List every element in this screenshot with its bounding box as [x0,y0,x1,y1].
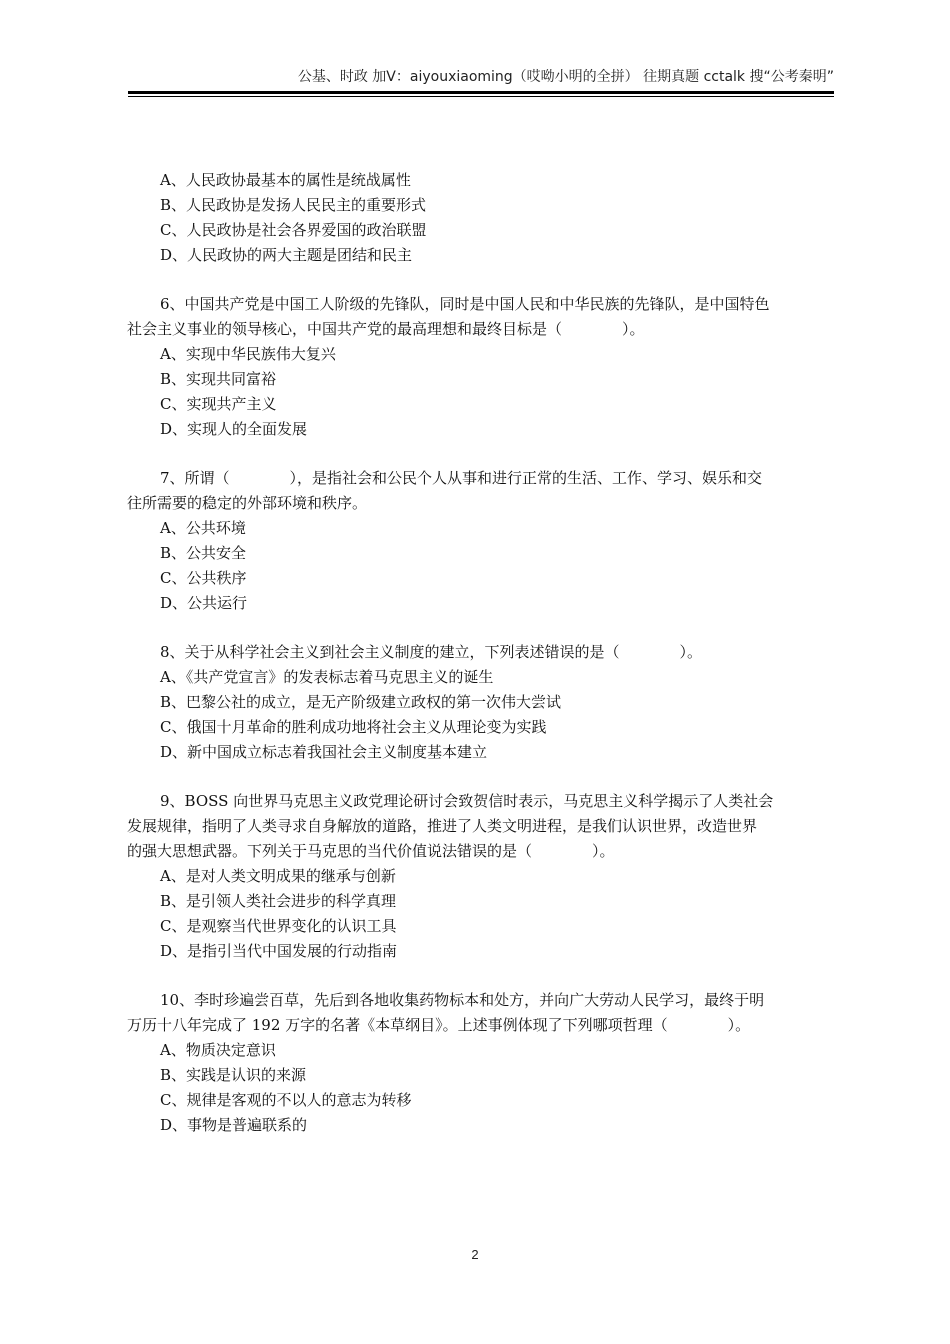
header-rule-thick [128,91,834,94]
page-number: 2 [471,1247,479,1262]
question-6-line-1: 6、中国共产党是中国工人阶级的先锋队，同时是中国人民和中华民族的先锋队，是中国特色 [160,295,770,313]
option-10-d: D、事物是普遍联系的 [160,1116,308,1134]
option-10-b: B、实践是认识的来源 [160,1066,307,1084]
header-rule-thin [128,96,834,97]
option-5-b: B、人民政协是发扬人民民主的重要形式 [160,196,427,214]
question-8-line-1: 8、关于从科学社会主义到社会主义制度的建立，下列表述错误的是（ ）。 [160,643,703,661]
question-stem-10 [127,988,832,1038]
option-7-d: D、公共运行 [160,594,248,612]
question-7-line-2: 往所需要的稳定的外部环境和秩序。 [127,494,368,512]
option-5-a: A、人民政协最基本的属性是统战属性 [160,171,411,189]
question-stem-7 [127,466,832,516]
option-9-a: A、是对人类文明成果的继承与创新 [160,867,396,885]
option-8-d: D、新中国成立标志着我国社会主义制度基本建立 [160,743,488,761]
option-10-a: A、物质决定意识 [160,1041,276,1059]
option-7-c: C、公共秩序 [160,569,247,587]
question-stem-6 [127,292,832,342]
option-5-d: D、人民政协的两大主题是团结和民主 [160,246,413,264]
option-7-a: A、公共环境 [160,519,246,537]
option-9-c: C、是观察当代世界变化的认识工具 [160,917,397,935]
question-9-line-1: 9、BOSS 向世界马克思主义政党理论研讨会致贺信时表示，马克思主义科学揭示了人类社会 [160,792,774,810]
option-7-b: B、公共安全 [160,544,247,562]
question-block-6 [127,292,832,442]
question-7-line-1: 7、所谓（ ），是指社会和公民个人从事和进行正常的生活、工作、学习、娱乐和交 [160,469,763,487]
option-9-d: D、是指引当代中国发展的行动指南 [160,942,398,960]
question-10-line-1: 10、李时珍遍尝百草，先后到各地收集药物标本和处方，并向广大劳动人民学习，最终于明 [160,991,765,1009]
page-header: 公基、时政 加V：aiyouxiaoming（哎呦小明的全拼） 往期真题 cctalk 搜“公考秦明” [297,69,834,85]
question-10-line-2: 万历十八年完成了 192 万字的名著《本草纲目》。上述事例体现了下列哪项哲理（ ）。 [127,1016,751,1034]
question-6-line-2: 社会主义事业的领导核心，中国共产党的最高理想和最终目标是（ ）。 [127,320,645,338]
option-9-b: B、是引领人类社会进步的科学真理 [160,892,397,910]
option-10-c: C、规律是客观的不以人的意志为转移 [160,1091,412,1109]
option-6-d: D、实现人的全面发展 [160,420,308,438]
option-6-c: C、实现共产主义 [160,395,277,413]
question-block-10 [127,988,832,1138]
option-8-b: B、巴黎公社的成立，是无产阶级建立政权的第一次伟大尝试 [160,693,562,711]
question-stem-8 [160,640,832,665]
question-9-line-2: 发展规律，指明了人类寻求自身解放的道路，推进了人类文明进程，是我们认识世界，改造世界 [127,817,758,835]
option-5-c: C、人民政协是社会各界爱国的政治联盟 [160,221,427,239]
option-6-b: B、实现共同富裕 [160,370,277,388]
option-8-c: C、俄国十月革命的胜利成功地将社会主义从理论变为实践 [160,718,547,736]
question-block-8 [160,640,832,765]
question-block-7 [127,466,832,616]
question-9-line-3: 的强大思想武器。下列关于马克思的当代价值说法错误的是（ ）。 [127,842,615,860]
question-block-5 [160,168,832,268]
document-body [127,168,832,1138]
option-6-a: A、实现中华民族伟大复兴 [160,345,336,363]
question-stem-9 [127,789,832,864]
option-8-a: A、《共产党宣言》的发表标志着马克思主义的诞生 [160,668,494,686]
question-block-9 [127,789,832,964]
